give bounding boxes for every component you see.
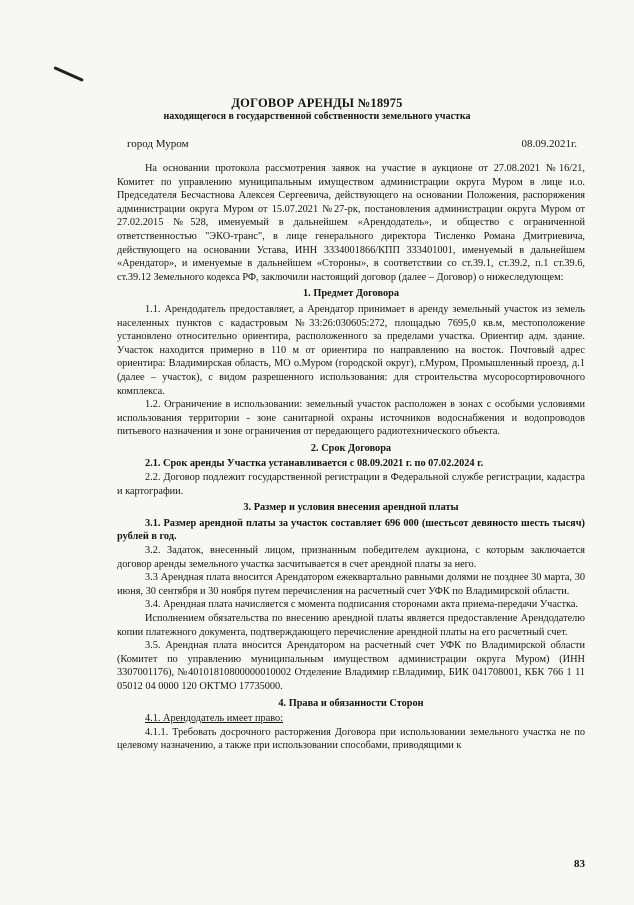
document-subtitle: находящегося в государственной собственности земельного участка [163,111,471,122]
clause-3-2: 3.2. Задаток, внесенный лицом, признанным победителем аукциона, с которым заключается договор аренды земельного участка засчитывается в счет арендной платы за него. [117,545,585,570]
clause-4-1-1: 4.1.1. Требовать досрочного расторжения Договора при использовании земельного участка не по целевому назначению, а также при использовании способами, приводящими к [117,726,585,752]
place-date-line [127,138,577,150]
section-3-title: 3. Размер и условия внесения арендной платы [243,502,459,514]
clause-1-2: 1.2. Ограничение в использовании: земельный участок расположен в зонах с особыми условиями использования территории - зоне санитарной охраны источников водоснабжения и водопроводов питьевого назначения и зоне ограничения от передающего радиотехнического объекта. [117,399,585,438]
clause-2-2: 2.2. Договор подлежит государственной регистрации в Федеральной службе регистрации, кадастра и картографии. [117,472,585,497]
clause-3-1: 3.1. Размер арендной платы за участок составляет 696 000 (шестьсот девяносто шесть тысяч) рублей в год. [117,517,585,543]
city: город Муром [127,138,189,150]
scan-pen-mark [53,66,83,82]
clause-4-1-text: 4.1. Арендодатель имеет право: [145,713,284,725]
document-title: ДОГОВОР АРЕНДЫ №18975 [231,96,403,110]
clause-1-1: 1.1. Арендодатель предоставляет, а Арендатор принимает в аренду земельный участок из земель населенных пунктов с кадастровым №33:26:030605:272, площадью 7695,0 кв.м, местоположение установлено относительно ориентира, расположенного за пределами участка. Ориентир адм. здание. Участок находится примерно в 110 м от ориентира по направлению на восток. Почтовый адрес ориентира: Владимирская область, МО о.Муром (городской округ), г.Муром, Промышленный проезд, д.1 (далее – участок), с видом разрешенного использования: для строительства мусоросортировочного комплекса. [117,303,585,397]
section-2-title: 2. Срок Договора [310,442,392,454]
section-1-title: 1. Предмет Договора [303,288,399,300]
clause-2-1: 2.1. Срок аренды Участка устанавливается с 08.09.2021 г. по 07.02.2024 г. [145,458,484,470]
clause-3-5: 3.5. Арендная плата вносится Арендатором на расчетный счет УФК по Владимирской области (Комитет по управлению муниципальным имуществом администрации округа Муром) (ИНН 3307001176), №40101810800000010002 Отделение Владимир г.Владимир, БИК 041708001, КБК 766 1 11 05012 04 0000 120 ОКТМО 17735000. [117,640,585,692]
contract-date: 08.09.2021г. [521,138,577,150]
section-4-title: 4. Права и обязанности Сторон [278,697,424,709]
clause-4-1 [117,712,585,726]
preamble: На основании протокола рассмотрения заявок на участие в аукционе от 27.08.2021 №16/21, Комитет по управлению муниципальным имуществом администрации округа Муром в лице и.о. Председателя Бесчастнова Алексея Сергеевича, действующего на основании Положения, распоряжения администрации округа Муром от 15.07.2021 №27-рк, постановления администрации округа Муром от 27.02.2015 №528, именуемый в дальнейшем «Арендодатель», и общество с ограниченной ответственностью "ЭКО-транс", в лице генерального директора Тисленко Романа Дмитриевича, действующего на основании Устава, ИНН 3334001866/КПП 333401001, именуемый в дальнейшем «Арендатор», и именуемые в дальнейшем «Стороны», в соответствии со ст.39.1, ст.39.2, п.1 ст.39.6, ст.39.12 Земельного кодекса РФ, заключили настоящий договор (далее – Договор) о нижеследующем: [117,163,585,283]
page-number: 83 [574,858,585,870]
clause-3-4: 3.4. Арендная плата начисляется с момента подписания сторонами акта приема-передачи Участка. [145,599,578,611]
document-body [117,162,585,753]
clause-3-note: Исполнением обязательства по внесению арендной платы является предоставление Арендодателю копии платежного документа, подтверждающего перечисление арендной платы на его расчетный счет. [117,613,585,638]
clause-3-3: 3.3 Арендная плата вносится Арендатором ежеквартально равными долями не позднее 30 марта, 30 июня, 30 сентября и 30 ноября путем перечисления на расчетный счет УФК по Владимирской области. [117,572,585,597]
